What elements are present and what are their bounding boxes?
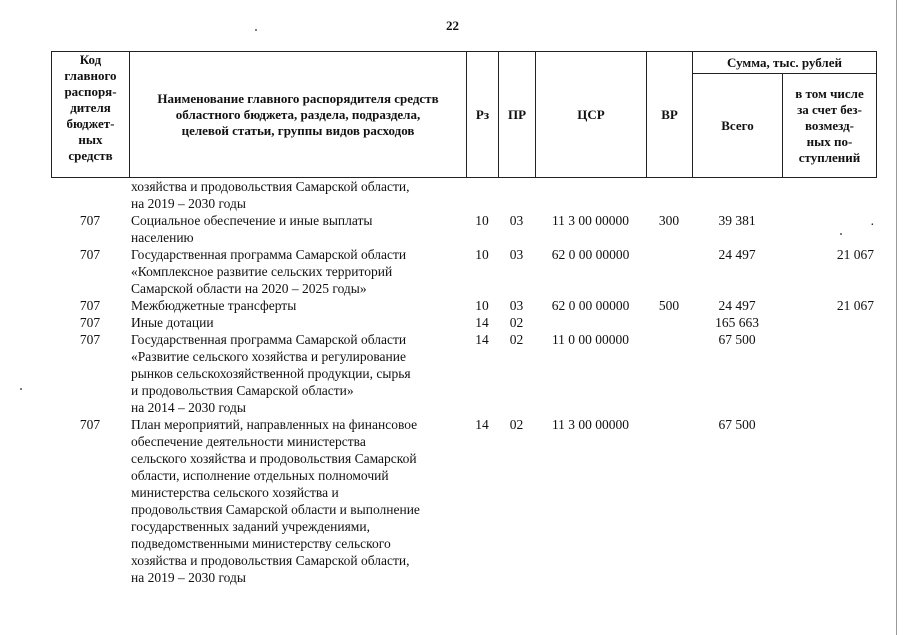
name-line: «Развитие сельского хозяйства и регулирование (131, 349, 406, 364)
cell-rz: 10 (475, 213, 489, 228)
cell-kod: 707 (79, 298, 101, 313)
name-line: области, исполнение отдельных полномочий (131, 468, 389, 483)
cell-pr: 03 (509, 247, 524, 262)
budget-table-body (51, 178, 876, 586)
cell-pr (498, 178, 535, 212)
name-line: Межбюджетные трансферты (131, 298, 297, 313)
cell-pr: 03 (509, 298, 524, 313)
page-edge (896, 0, 897, 635)
cell-name (129, 416, 466, 586)
cell-kod (51, 178, 129, 212)
cell-vr (646, 331, 692, 416)
cell-incl (782, 416, 876, 586)
table-header (51, 51, 877, 178)
cell-name (129, 331, 466, 416)
cell-incl: 21 067 (836, 247, 874, 262)
cell-pr: 03 (509, 213, 524, 228)
table-row (51, 246, 876, 297)
name-line: на 2019 – 2030 годы (131, 570, 246, 585)
cell-csr: 11 0 00 00000 (551, 332, 630, 347)
name-line: Иные дотации (131, 315, 214, 330)
name-line: «Комплексное развитие сельских территорий (131, 264, 393, 279)
cell-rz: 14 (475, 417, 489, 432)
name-line: План мероприятий, направленных на финансовое (131, 417, 418, 432)
name-line: государственных заданий учреждениями, (131, 519, 370, 534)
name-line: и продовольствия Самарской области» (131, 383, 354, 398)
cell-total: 67 500 (718, 417, 756, 432)
cell-csr (535, 314, 646, 331)
cell-incl (782, 178, 876, 212)
name-line: продовольствия Самарской области и выполнение (131, 502, 420, 517)
name-line: рынков сельскохозяйственной продукции, сырья (131, 366, 411, 381)
name-line: населению (131, 230, 194, 245)
cell-csr (535, 178, 646, 212)
cell-name (129, 297, 466, 314)
cell-csr: 62 0 00 00000 (551, 298, 630, 313)
table-row (51, 314, 876, 331)
header-pr: ПР (499, 52, 536, 178)
cell-name (129, 314, 466, 331)
cell-name (129, 246, 466, 297)
cell-csr: 11 3 00 00000 (551, 417, 630, 432)
cell-pr: 02 (509, 315, 524, 330)
cell-pr: 02 (509, 417, 524, 432)
cell-total: 24 497 (718, 298, 756, 313)
cell-name (129, 212, 466, 246)
cell-incl (782, 331, 876, 416)
cell-total: 67 500 (718, 332, 756, 347)
table-row (51, 297, 876, 314)
cell-rz: 10 (475, 298, 489, 313)
cell-incl: 21 067 (836, 298, 874, 313)
cell-kod: 707 (79, 315, 101, 330)
cell-total: 39 381 (718, 213, 756, 228)
header-sum: Сумма, тыс. рублей (693, 52, 877, 74)
cell-vr (646, 314, 692, 331)
name-line: хозяйства и продовольствия Самарской области, (131, 179, 410, 194)
cell-vr: 300 (658, 213, 680, 228)
header-kod: Код главного распоря- дителя бюджет- ных средств (52, 52, 130, 178)
name-line: на 2014 – 2030 годы (131, 400, 246, 415)
name-line: Государственная программа Самарской области (131, 332, 407, 347)
cell-vr (646, 416, 692, 586)
table-row (51, 178, 876, 212)
name-line: Самарской области на 2020 – 2025 годы» (131, 281, 367, 296)
header-csr: ЦСР (536, 52, 647, 178)
cell-rz: 10 (475, 247, 489, 262)
cell-total: 24 497 (718, 247, 756, 262)
cell-total (692, 178, 782, 212)
header-vr: ВР (647, 52, 693, 178)
cell-vr (646, 246, 692, 297)
cell-kod: 707 (79, 332, 101, 347)
page-number: 22 (446, 18, 459, 33)
cell-rz: 14 (475, 332, 489, 347)
cell-kod: 707 (79, 213, 101, 228)
name-line: Социальное обеспечение и иные выплаты (131, 213, 373, 228)
cell-incl (782, 314, 876, 331)
scan-speck (20, 388, 22, 390)
cell-kod: 707 (79, 247, 101, 262)
name-line: Государственная программа Самарской области (131, 247, 407, 262)
header-total: Всего (693, 74, 783, 178)
cell-vr (646, 178, 692, 212)
cell-csr: 62 0 00 00000 (551, 247, 630, 262)
name-line: на 2019 – 2030 годы (131, 196, 246, 211)
header-rz: Рз (467, 52, 499, 178)
cell-name (129, 178, 466, 212)
cell-total: 165 663 (715, 315, 759, 330)
cell-vr: 500 (658, 298, 680, 313)
cell-kod: 707 (79, 417, 101, 432)
name-line: министерства сельского хозяйства и (131, 485, 339, 500)
cell-csr: 11 3 00 00000 (551, 213, 630, 228)
header-name: Наименование главного распорядителя средств областного бюджета, раздела, подраздела, целевой статьи, группы видов расходов (130, 52, 467, 178)
cell-rz: 14 (475, 315, 489, 330)
name-line: хозяйства и продовольствия Самарской области, (131, 553, 410, 568)
name-line: подведомственными министерству сельского (131, 536, 391, 551)
cell-incl: . (870, 213, 874, 228)
name-line: обеспечение деятельности министерства (131, 434, 366, 449)
name-line: сельского хозяйства и продовольствия Самарской (131, 451, 417, 466)
cell-pr: 02 (509, 332, 524, 347)
cell-rz (466, 178, 498, 212)
table-row (51, 212, 876, 246)
table-row (51, 331, 876, 416)
header-incl: в том числе за счет без- возмезд- ных по- ступлений (783, 74, 877, 178)
table-row (51, 416, 876, 586)
